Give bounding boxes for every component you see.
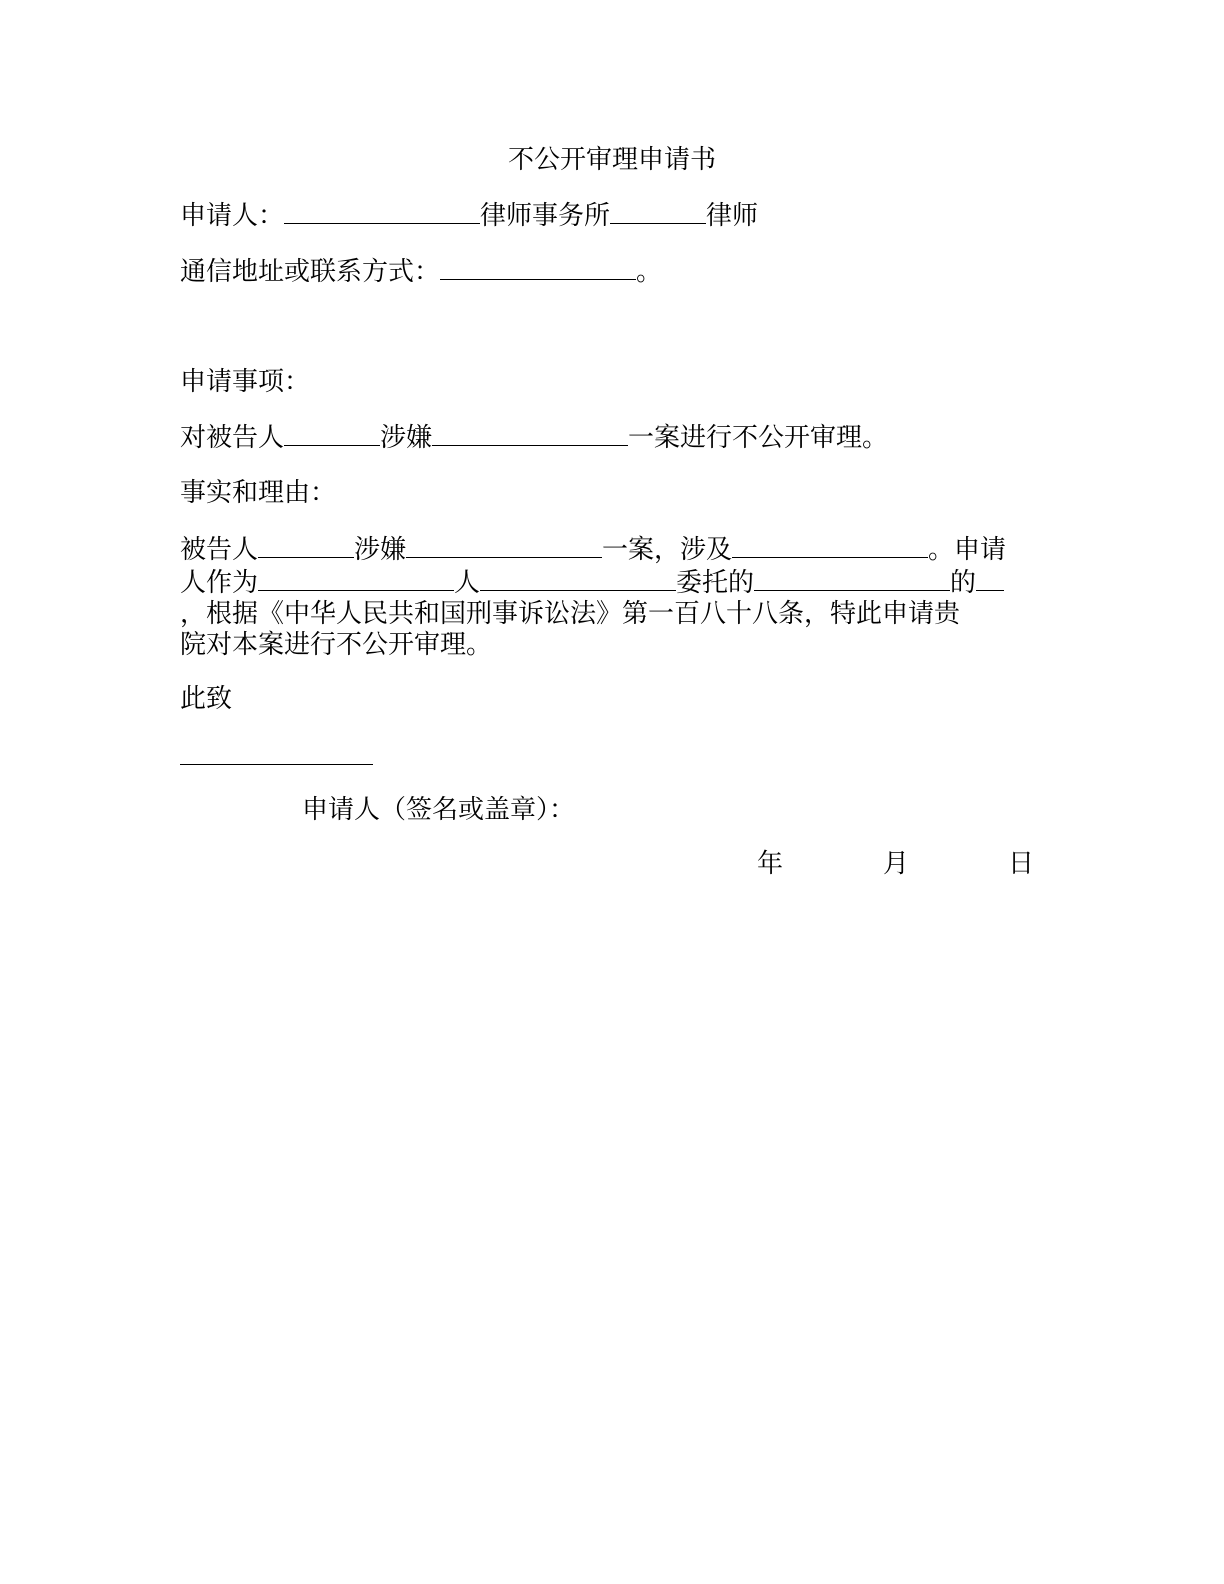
date-year: 年	[757, 849, 784, 879]
facts-text: 人作为	[180, 568, 259, 598]
document-title: 不公开审理申请书	[507, 145, 716, 175]
charge-blank[interactable]	[432, 421, 628, 446]
facts-text: 一案，涉及	[602, 535, 733, 565]
date-day: 日	[1008, 849, 1035, 879]
facts-heading: 事实和理由：	[180, 478, 337, 508]
signature-label: 申请人（签名或盖章）：	[302, 795, 576, 825]
facts-text: 委托的	[676, 568, 755, 598]
facts-text: 的	[950, 568, 977, 598]
request-text-1: 对被告人	[180, 423, 285, 453]
facts-role-blank[interactable]	[258, 566, 454, 591]
contact-end: 。	[636, 257, 663, 287]
request-text-2: 涉嫌	[380, 423, 433, 453]
contact-label: 通信地址或联系方式：	[180, 257, 441, 287]
facts-defendant-blank[interactable]	[258, 533, 354, 558]
salutation: 此致	[180, 684, 233, 714]
applicant-label: 申请人：	[180, 201, 285, 231]
facts-paragraph	[180, 533, 1040, 661]
facts-entrusted-blank[interactable]	[754, 566, 950, 591]
facts-text: 人	[454, 568, 481, 598]
facts-text: 被告人	[180, 535, 259, 565]
facts-row-3: ，根据《中华人民共和国刑事诉讼法》第一百八十八条，特此申请贵	[180, 599, 961, 629]
facts-row-1	[180, 533, 1040, 566]
facts-text: 涉嫌	[354, 535, 407, 565]
applicant-name-blank[interactable]	[284, 199, 480, 224]
recipient-court-blank[interactable]	[180, 764, 373, 765]
lawyer-label: 律师	[706, 201, 759, 231]
date-month: 月	[883, 849, 910, 879]
facts-row-2	[180, 566, 1040, 599]
facts-involved-blank[interactable]	[732, 533, 928, 558]
request-text-3: 一案进行不公开审理。	[628, 423, 889, 453]
law-firm-label: 律师事务所	[480, 201, 611, 231]
applicant-line	[180, 199, 758, 232]
contact-line	[180, 255, 662, 288]
facts-text: 。申请	[928, 535, 1007, 565]
facts-client-blank[interactable]	[480, 566, 676, 591]
request-heading: 申请事项：	[180, 367, 311, 397]
contact-blank[interactable]	[440, 255, 636, 280]
facts-charge-blank[interactable]	[406, 533, 602, 558]
defendant-blank[interactable]	[284, 421, 380, 446]
facts-short-blank[interactable]	[976, 566, 1004, 591]
request-line	[180, 421, 888, 454]
facts-row-4: 院对本案进行不公开审理。	[180, 630, 493, 660]
lawyer-name-blank[interactable]	[610, 199, 706, 224]
